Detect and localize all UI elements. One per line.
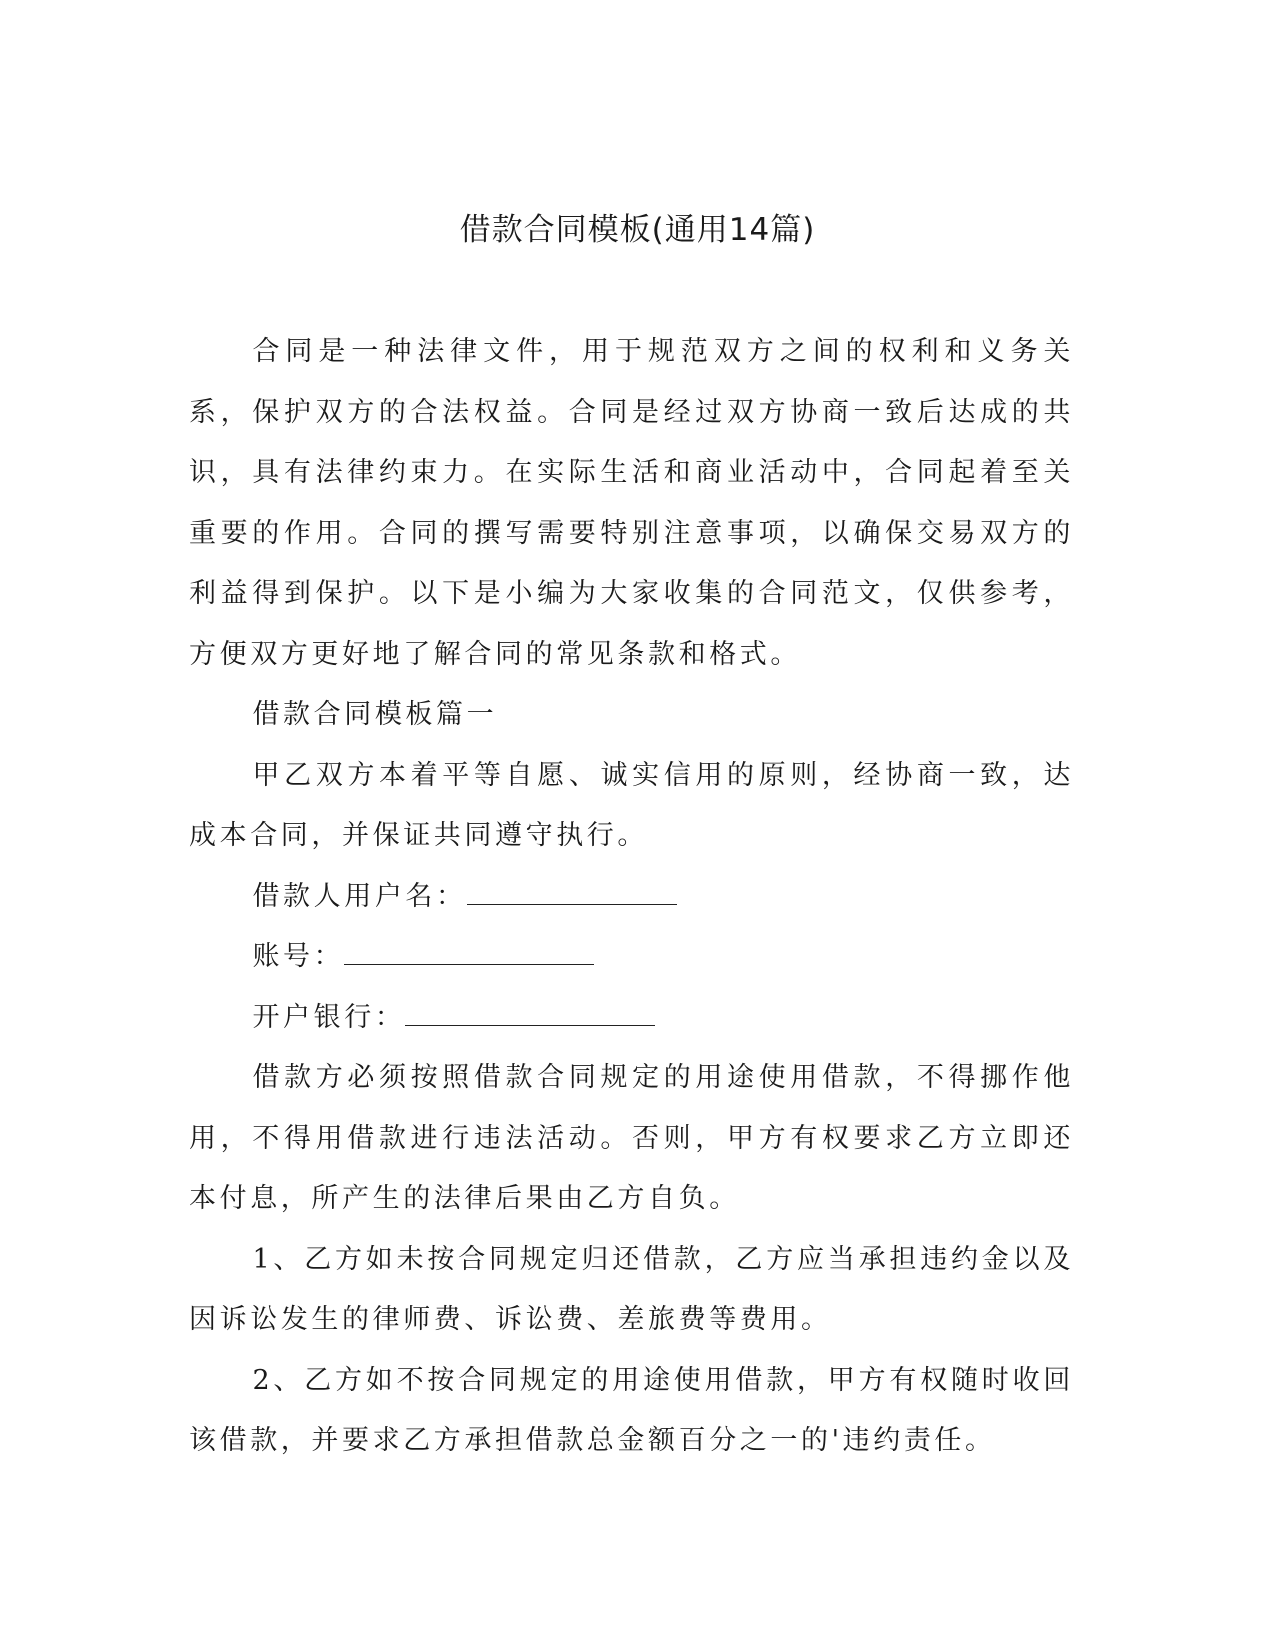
borrower-username-label: 借款人用户名： xyxy=(252,880,467,912)
document-title: 借款合同模板(通用14篇) xyxy=(459,212,816,248)
borrower-username-field xyxy=(189,867,1074,928)
bank-field xyxy=(189,988,1074,1049)
usage-paragraph: 借款方必须按照借款合同规定的用途使用借款，不得挪作他用，不得用借款进行违法活动。否则，甲方有权要求乙方立即还本付息，所产生的法律后果由乙方自负。 xyxy=(189,1062,1074,1214)
bank-label: 开户银行： xyxy=(252,1001,406,1033)
document-body xyxy=(189,322,1074,1472)
clause-2: 2、乙方如不按合同规定的用途使用借款，甲方有权随时收回该借款，并要求乙方承担借款总金额百分之一的'违约责任。 xyxy=(189,1364,1074,1456)
section-heading: 借款合同模板篇一 xyxy=(252,699,498,730)
account-label: 账号： xyxy=(252,941,345,972)
borrower-username-blank xyxy=(467,878,677,905)
intro-paragraph: 合同是一种法律文件，用于规范双方之间的权利和义务关系，保护双方的合法权益。合同是经过双方协商一致后达成的共识，具有法律约束力。在实际生活和商业活动中，合同起着至关重要的作用。合同的撰写需要特别注意事项，以确保交易双方的利益得到保护。以下是小编为大家收集的合同范文，仅供参考，方便双方更好地了解合同的常见条款和格式。 xyxy=(189,336,1074,670)
agreement-paragraph: 甲乙双方本着平等自愿、诚实信用的原则，经协商一致，达成本合同，并保证共同遵守执行。 xyxy=(189,759,1074,851)
bank-blank xyxy=(405,999,655,1026)
account-blank xyxy=(344,938,594,965)
clause-1: 1、乙方如未按合同规定归还借款，乙方应当承担违约金以及因诉讼发生的律师费、诉讼费、差旅费等费用。 xyxy=(189,1243,1074,1335)
account-field xyxy=(189,927,1074,988)
